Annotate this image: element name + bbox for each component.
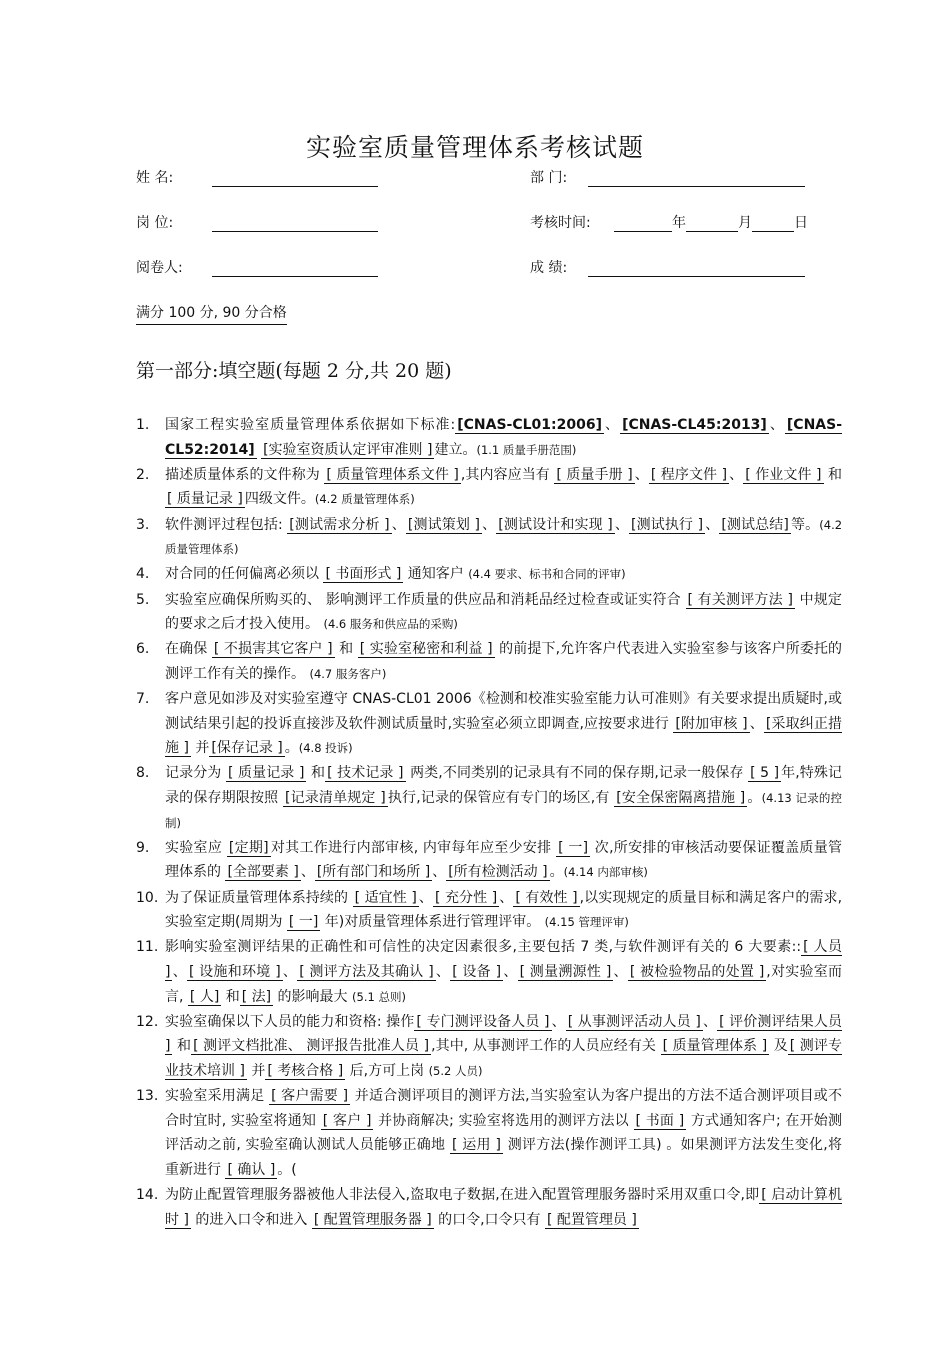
question-text-segment: 、 bbox=[418, 889, 433, 906]
question-text-segment: 年,特殊记录的保存期限按照 bbox=[165, 765, 843, 807]
answer-blank[interactable]: [ 不损害其它客户 ] bbox=[213, 641, 333, 658]
year-blank[interactable] bbox=[614, 213, 672, 232]
question-text-segment: 、 bbox=[499, 889, 514, 906]
question-item bbox=[136, 562, 842, 587]
position-label: 岗 位: bbox=[136, 215, 174, 231]
reviewer-field bbox=[136, 257, 378, 277]
question-text-segment: 、 bbox=[705, 516, 720, 533]
question-text-segment: 次,所安排的审核活动要保证覆盖质量管理体系的 bbox=[165, 839, 842, 881]
clause-reference: (4.4 要求、标书和合同的评审) bbox=[468, 567, 626, 582]
question-text-segment: 为防止配置管理服务器被他人非法侵入,盗取电子数据,在进入配置管理服务器时采用双重口令,即 bbox=[165, 1187, 760, 1204]
question-item bbox=[136, 886, 842, 935]
question-text-segment: 软件测评过程包括: bbox=[165, 516, 288, 533]
answer-blank[interactable]: [ 质量管理体系 ] bbox=[662, 1038, 768, 1055]
answer-blank[interactable]: [所有检测活动 ] bbox=[448, 864, 548, 881]
dept-field bbox=[530, 167, 805, 187]
answer-blank[interactable]: [安全保密隔离措施 ] bbox=[616, 790, 746, 807]
month-label: 月 bbox=[738, 215, 752, 231]
question-text-segment: 。 bbox=[284, 740, 299, 757]
question-text-segment: 并适合测评项目的测评方法,当实验室认为客户提出的方法不适合测评项目或不合时宜时, 实验室将通知 bbox=[165, 1088, 843, 1129]
answer-blank[interactable]: [ 程序文件 ] bbox=[650, 466, 728, 483]
answer-blank[interactable]: [ 作业文件 ] bbox=[745, 466, 822, 483]
question-text bbox=[165, 413, 842, 462]
question-text bbox=[165, 562, 842, 587]
answer-blank[interactable]: [ 测评文档批准、 测评报告批准人员 ] bbox=[193, 1038, 430, 1055]
question-item bbox=[136, 761, 842, 835]
question-number: 8. bbox=[136, 765, 150, 782]
reviewer-blank[interactable] bbox=[212, 258, 378, 277]
clause-reference: (5.2 人员) bbox=[428, 1063, 483, 1078]
question-text-segment: 客户意见如涉及对实验室遵守 CNAS-CL01 2006《检测和校准实验室能力认可准则》有关要求提出质疑时,或测试结果引起的投诉直接涉及软件测试质量时,实验室必须立即调查,应按要求进行 bbox=[165, 691, 842, 732]
answer-blank[interactable]: [ 书面形式 ] bbox=[325, 566, 402, 583]
clause-reference: (4.6 服务和供应品的采购) bbox=[323, 617, 458, 632]
answer-blank[interactable]: [ 实验室秘密和利益 ] bbox=[359, 641, 493, 658]
question-text bbox=[165, 1010, 842, 1084]
answer-blank[interactable]: [保存记录 ] bbox=[211, 740, 283, 757]
answer-blank[interactable]: [ 设备 ] bbox=[452, 964, 502, 980]
answer-blank[interactable]: [CNAS-CL01:2006] bbox=[457, 417, 602, 433]
question-text bbox=[165, 513, 842, 562]
question-text-segment: 年)对质量管理体系进行管理评审。 bbox=[320, 914, 545, 931]
clause-reference: (5.1 总则) bbox=[352, 989, 406, 1004]
answer-blank[interactable]: [测试需求分析 ] bbox=[289, 516, 390, 533]
question-text-segment: 、 bbox=[172, 964, 187, 980]
answer-blank[interactable]: [ 配置管理服务器 ] bbox=[313, 1211, 432, 1228]
answer-blank[interactable]: [ 客户 ] bbox=[322, 1112, 372, 1129]
answer-blank[interactable]: [所有部门和场所 ] bbox=[316, 864, 431, 881]
question-text-segment: 。( bbox=[277, 1161, 297, 1178]
question-list bbox=[136, 413, 842, 1233]
date-field bbox=[530, 212, 808, 232]
day-blank[interactable] bbox=[752, 213, 794, 232]
question-text-segment: 四级文件。 bbox=[244, 491, 315, 508]
answer-blank[interactable]: [ 人] bbox=[189, 988, 220, 1005]
question-text bbox=[165, 761, 842, 835]
page-title: 实验室质量管理体系考核试题 bbox=[305, 133, 644, 162]
question-text-segment: ,对实验室而言, bbox=[165, 964, 843, 1005]
name-blank[interactable] bbox=[212, 168, 378, 187]
answer-blank[interactable]: [ 质量记录 ] bbox=[167, 491, 243, 508]
answer-blank[interactable]: [ 质量手册 ] bbox=[556, 466, 633, 483]
answer-blank[interactable]: [ 考核合格 ] bbox=[267, 1062, 344, 1079]
answer-blank[interactable]: [ 被检验物品的处置 ] bbox=[629, 964, 765, 980]
answer-blank[interactable]: [ 充分性 ] bbox=[434, 889, 498, 906]
clause-reference: (1.1 质量手册范围) bbox=[476, 442, 577, 457]
answer-blank[interactable]: [ 评价测评结果人员 ] bbox=[165, 1013, 842, 1055]
question-text-segment: 及 bbox=[769, 1038, 788, 1055]
question-text-segment: 、 bbox=[634, 466, 649, 483]
answer-blank[interactable]: [CNAS-CL45:2013] bbox=[622, 417, 767, 433]
question-text bbox=[165, 836, 842, 885]
question-item bbox=[136, 413, 842, 462]
answer-blank[interactable]: [ 一] bbox=[288, 914, 319, 931]
question-number: 5. bbox=[136, 591, 150, 608]
question-text-segment: 和 bbox=[306, 765, 326, 782]
question-text-segment: 并 bbox=[190, 740, 210, 757]
name-field bbox=[136, 167, 378, 187]
question-text-segment: 实验室应确保所购买的、 影响测评工作质量的供应品和消耗品经过检查或证实符合 bbox=[165, 591, 686, 608]
grade-field bbox=[530, 257, 805, 277]
question-text-segment: 实验室应 bbox=[165, 839, 227, 856]
answer-blank[interactable]: [ 法] bbox=[241, 988, 272, 1005]
question-text bbox=[165, 687, 842, 761]
score-note: 满分 100 分, 90 分合格 bbox=[136, 302, 287, 325]
question-number: 12. bbox=[136, 1013, 159, 1030]
question-text-segment: 等。 bbox=[790, 516, 820, 533]
answer-blank[interactable]: [采取纠正措施 ] bbox=[165, 715, 843, 757]
question-text bbox=[165, 463, 842, 512]
question-number: 6. bbox=[136, 641, 150, 658]
question-text-segment: 和 bbox=[823, 466, 843, 483]
position-field bbox=[136, 212, 378, 232]
grade-blank[interactable] bbox=[588, 258, 805, 277]
question-text-segment: 和 bbox=[172, 1038, 192, 1055]
question-text-segment: 的进入口令和进入 bbox=[190, 1211, 312, 1228]
question-number: 7. bbox=[136, 691, 150, 708]
question-text-segment: 对其工作进行内部审核, 内审每年应至少安排 bbox=[270, 839, 557, 856]
question-text bbox=[165, 1084, 842, 1182]
answer-blank[interactable]: [ 从事测评活动人员 ] bbox=[567, 1013, 701, 1030]
question-text-segment: 为了保证质量管理体系持续的 bbox=[165, 889, 353, 906]
question-item bbox=[136, 1183, 842, 1232]
answer-blank[interactable]: [ 设施和环境 ] bbox=[189, 964, 281, 980]
question-text-segment: 、 bbox=[749, 715, 764, 732]
answer-blank[interactable]: [测试执行 ] bbox=[630, 516, 704, 533]
clause-reference: (4.15 管理评审) bbox=[544, 915, 629, 930]
question-item bbox=[136, 463, 842, 512]
question-number: 1. bbox=[136, 417, 150, 433]
answer-blank[interactable]: [ 5 ] bbox=[750, 765, 780, 782]
question-number: 2. bbox=[136, 466, 150, 483]
position-blank[interactable] bbox=[212, 213, 378, 232]
question-text-segment: 国家工程实验室质量管理体系依据如下标准: bbox=[165, 417, 456, 433]
date-label: 考核时间: bbox=[530, 215, 591, 231]
answer-blank[interactable]: [ 启动计算机时 ] bbox=[165, 1187, 842, 1228]
clause-reference: (4.7 服务客户) bbox=[309, 666, 387, 681]
question-number: 10. bbox=[136, 889, 159, 906]
answer-blank[interactable]: [ 专门测评设备人员 ] bbox=[416, 1013, 550, 1030]
question-number: 4. bbox=[136, 566, 150, 583]
question-text-segment: 后,方可上岗 bbox=[345, 1062, 429, 1079]
question-item bbox=[136, 588, 842, 637]
question-text-segment: 方式通知客户; 在开始测评活动之前, 实验室确认测试人员能够正确地 bbox=[165, 1112, 843, 1154]
question-text-segment: 、 bbox=[702, 1013, 718, 1030]
grade-label: 成 绩: bbox=[530, 260, 568, 276]
question-text bbox=[165, 886, 842, 935]
day-label: 日 bbox=[794, 215, 808, 231]
question-text-segment: 两类,不同类别的记录具有不同的保存期,记录一般保存 bbox=[405, 765, 749, 782]
question-text-segment: 中规定的要求之后才投入使用。 bbox=[165, 591, 843, 633]
question-text bbox=[165, 588, 842, 637]
question-text bbox=[165, 1183, 842, 1232]
question-text-segment: 、 bbox=[432, 864, 447, 881]
answer-blank[interactable]: [ 确认 ] bbox=[227, 1161, 276, 1178]
question-text-segment: 、 bbox=[435, 964, 451, 980]
answer-blank[interactable]: [ 运用 ] bbox=[452, 1137, 501, 1154]
question-text-segment: 实验室确保以下人员的能力和资格: 操作 bbox=[165, 1013, 415, 1030]
question-item bbox=[136, 935, 842, 1009]
question-text-segment: 、 bbox=[729, 466, 744, 483]
question-text-segment: 、 bbox=[551, 1013, 566, 1030]
question-text-segment: 、 bbox=[391, 516, 406, 533]
dept-label: 部 门: bbox=[530, 170, 568, 186]
question-item bbox=[136, 1084, 842, 1182]
answer-blank[interactable]: [测试策划 ] bbox=[407, 516, 480, 533]
clause-reference: (4.2 质量管理体系) bbox=[314, 492, 415, 507]
question-text-segment: 、 bbox=[614, 516, 629, 533]
reviewer-label: 阅卷人: bbox=[136, 260, 183, 276]
question-text-segment: 对合同的任何偏离必须以 bbox=[165, 566, 324, 583]
answer-blank[interactable]: [ 客户需要 ] bbox=[271, 1088, 349, 1105]
question-text-segment: ,以实现规定的质量目标和满足客户的需求,实验室定期(周期为 bbox=[165, 889, 843, 931]
question-text-segment: 并协商解决; 实验室将选用的测评方法以 bbox=[373, 1112, 634, 1129]
question-number: 3. bbox=[136, 516, 150, 533]
question-item bbox=[136, 1010, 842, 1084]
question-text-segment: 测评方法(操作测评工具) 。如果测评方法发生变化,将重新进行 bbox=[165, 1137, 843, 1178]
name-label: 姓 名: bbox=[136, 170, 174, 186]
question-item bbox=[136, 513, 842, 562]
question-text-segment: 的影响最大 bbox=[273, 988, 353, 1005]
question-text-segment: 、 bbox=[503, 964, 518, 980]
question-text-segment: 、 bbox=[768, 417, 785, 433]
answer-blank[interactable]: [ 技术记录 ] bbox=[327, 765, 404, 782]
question-text-segment: 。 bbox=[549, 864, 564, 881]
answer-blank[interactable]: [ 质量记录 ] bbox=[227, 765, 305, 782]
month-blank[interactable] bbox=[686, 213, 738, 232]
question-text-segment: 实验室采用满足 bbox=[165, 1088, 270, 1105]
answer-blank[interactable]: [定期] bbox=[228, 839, 269, 856]
question-text-segment: 、 bbox=[300, 864, 315, 881]
clause-reference: (4.14 内部审核) bbox=[563, 865, 648, 880]
question-number: 14. bbox=[136, 1187, 159, 1204]
answer-blank[interactable]: [实验室资质认定评审准则 ] bbox=[263, 441, 433, 458]
answer-blank[interactable]: [ 一] bbox=[558, 839, 589, 856]
answer-blank[interactable]: [测试设计和实现 ] bbox=[498, 516, 613, 533]
answer-blank[interactable]: [ 质量管理体系文件 ] bbox=[326, 466, 459, 483]
answer-blank[interactable]: [ 测评专业技术培训 ] bbox=[165, 1038, 842, 1079]
answer-blank[interactable]: [记录清单规定 ] bbox=[284, 790, 386, 807]
answer-blank[interactable]: [ 有关测评方法 ] bbox=[687, 591, 793, 608]
question-text-segment: 通知客户 bbox=[403, 566, 469, 583]
question-text-segment: 、 bbox=[604, 417, 621, 433]
dept-blank[interactable] bbox=[588, 168, 805, 187]
question-text-segment: 和 bbox=[221, 988, 240, 1005]
question-text-segment: 、 bbox=[282, 964, 298, 980]
question-text-segment: 、 bbox=[613, 964, 628, 980]
answer-blank[interactable]: [附加审核 ] bbox=[675, 715, 748, 732]
question-text-segment: 的口令,口令只有 bbox=[433, 1211, 546, 1228]
section-heading: 第一部分:填空题(每题 2 分,共 20 题) bbox=[136, 360, 452, 382]
answer-blank[interactable]: [ 有效性 ] bbox=[515, 889, 578, 906]
question-text-segment: ,其中, 从事测评工作的人员应经有关 bbox=[431, 1038, 661, 1055]
answer-blank[interactable]: [ 测评方法及其确认 ] bbox=[299, 964, 434, 980]
year-label: 年 bbox=[672, 215, 686, 231]
answer-blank[interactable]: [全部要素 ] bbox=[227, 864, 299, 881]
question-item bbox=[136, 687, 842, 761]
answer-blank[interactable]: [ 测量溯源性 ] bbox=[519, 964, 612, 980]
question-number: 13. bbox=[136, 1088, 159, 1105]
question-text-segment: 记录分为 bbox=[165, 765, 226, 782]
question-text-segment: 执行,记录的保管应有专门的场区,有 bbox=[387, 790, 615, 807]
answer-blank[interactable]: [ 适宜性 ] bbox=[354, 889, 417, 906]
question-item bbox=[136, 836, 842, 885]
clause-reference: (4.2 质量管理体系) bbox=[165, 517, 843, 557]
answer-blank[interactable]: [ 配置管理员 ] bbox=[547, 1211, 637, 1228]
answer-blank[interactable]: [CNAS-CL52:2014] bbox=[165, 417, 843, 458]
clause-reference: (4.8 投诉) bbox=[298, 741, 353, 756]
question-text-segment: 和 bbox=[334, 641, 358, 658]
question-text-segment: 。 bbox=[747, 790, 762, 807]
question-text-segment: 的前提下,允许客户代表进入实验室参与该客户所委托的测评工作有关的操作。 bbox=[165, 641, 843, 682]
question-text-segment: 建立。 bbox=[434, 441, 477, 458]
answer-blank[interactable]: [ 书面 ] bbox=[635, 1112, 685, 1129]
answer-blank[interactable]: [ 人员 ] bbox=[165, 939, 842, 980]
question-item bbox=[136, 637, 842, 686]
question-text-segment: 并 bbox=[246, 1062, 266, 1079]
question-number: 9. bbox=[136, 839, 150, 856]
answer-blank[interactable]: [测试总结] bbox=[721, 516, 789, 533]
question-text-segment: 影响实验室测评结果的正确性和可信性的决定因素很多,主要包括 7 类,与软件测评有关的 6 大要素:: bbox=[165, 939, 802, 956]
clause-reference: (4.13 记录的控制) bbox=[165, 791, 843, 830]
question-text-segment: ,其内容应当有 bbox=[460, 466, 555, 483]
question-text-segment: 描述质量体系的文件称为 bbox=[165, 466, 325, 483]
question-text bbox=[165, 935, 842, 1009]
question-text bbox=[165, 637, 842, 686]
question-number: 11. bbox=[136, 939, 159, 956]
question-text-segment: 在确保 bbox=[165, 641, 212, 658]
question-text-segment: 、 bbox=[482, 516, 497, 533]
